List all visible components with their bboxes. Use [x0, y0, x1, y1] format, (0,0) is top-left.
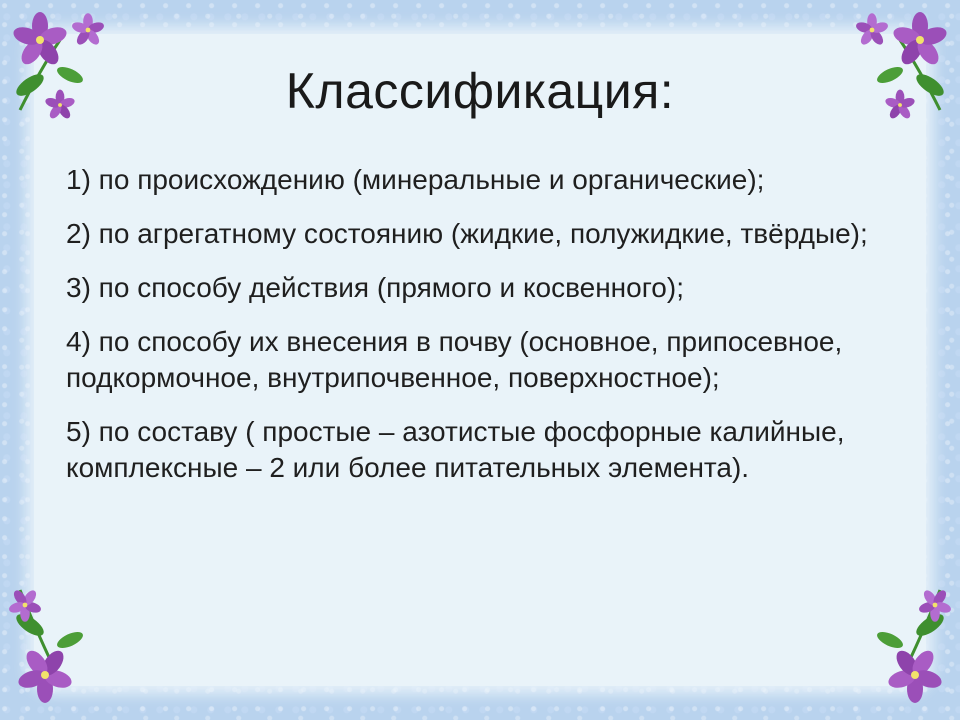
flower-icon — [840, 570, 960, 720]
list-item: 5) по составу ( простые – азотистые фосфорные калийные, комплексные – 2 или более питательных элемента). — [66, 416, 845, 483]
list-item: 1) по происхождению (минеральные и органические); — [66, 164, 765, 195]
list-item: 4) по способу их внесения в почву (основное, припосевное, подкормочное, внутрипочвенное, поверхностное); — [66, 326, 843, 393]
list-item: 3) по способу действия (прямого и косвенного); — [66, 272, 684, 303]
slide-title: Классификация: — [285, 63, 675, 119]
flower-icon — [0, 570, 120, 720]
classification-list — [66, 162, 886, 504]
list-item: 2) по агрегатному состоянию (жидкие, полужидкие, твёрдые); — [66, 218, 868, 249]
